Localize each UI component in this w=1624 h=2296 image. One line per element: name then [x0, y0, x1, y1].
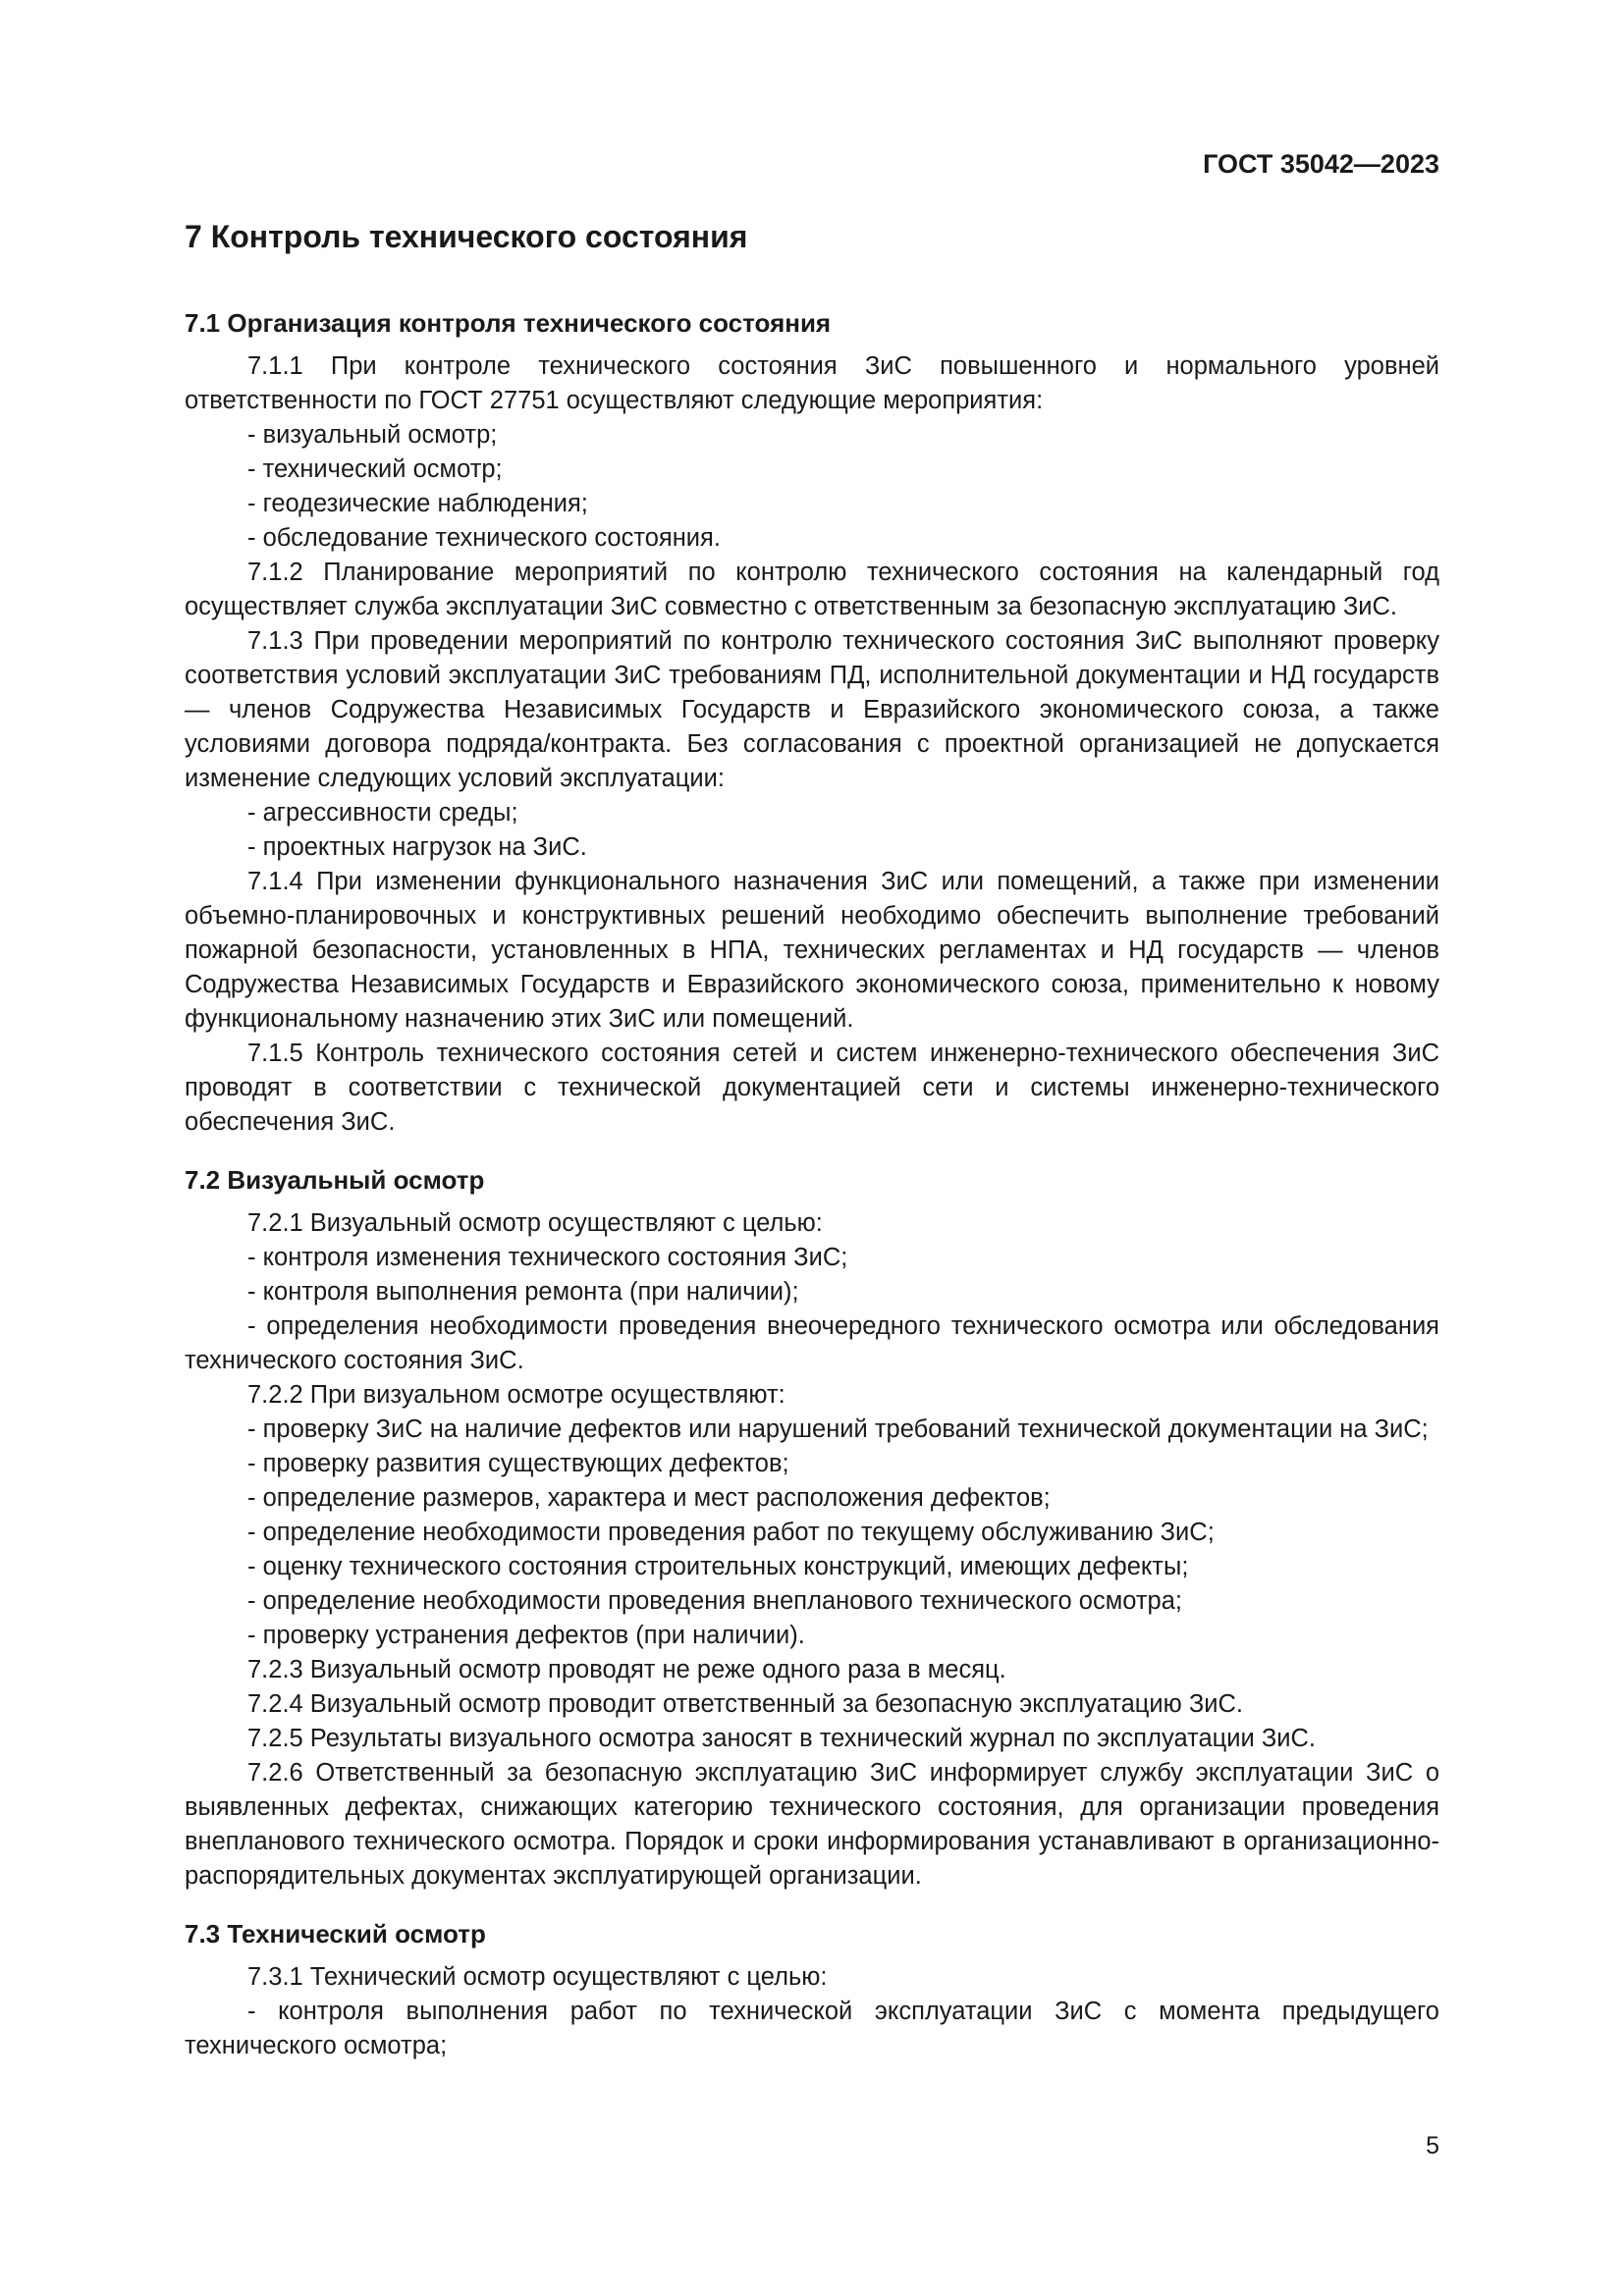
paragraph-list	[185, 349, 1439, 1140]
paragraph-list	[185, 1960, 1439, 2063]
list-item: - оценку технического состояния строительных конструкций, имеющих дефекты;	[247, 1553, 1189, 1581]
subsection-title: 7.1 Организация контроля технического состояния	[185, 308, 832, 339]
list-item: - определение необходимости проведения работ по текущему обслуживанию ЗиС;	[247, 1519, 1215, 1547]
list-item: - геодезические наблюдения;	[247, 490, 588, 518]
paragraph: 7.2.6 Ответственный за безопасную эксплуатацию ЗиС информирует службу эксплуатации ЗиС о выявленных дефектах, снижающих категорию технического состояния, для организации проведения внепланового технического осмотра. Порядок и сроки информирования устанавливают в организационно-распорядительных документах эксплуатирующей организации.	[185, 1759, 1439, 1891]
paragraph: 7.1.3 При проведении мероприятий по контролю технического состояния ЗиС выполняют проверку соответствия условий эксплуатации ЗиС требованиям ПД, исполнительной документации и НД государств — членов Содружества Независимых Государств и Евразийского экономического союза, а также условиями договора подряда/контракта. Без согласования с проектной организацией не допускается изменение следующих условий эксплуатации:	[185, 627, 1439, 793]
paragraph: 7.2.5 Результаты визуального осмотра заносят в технический журнал по эксплуатации ЗиС.	[247, 1725, 1316, 1753]
paragraph: 7.3.1 Технический осмотр осуществляют с целью:	[247, 1963, 828, 1992]
list-item: - агрессивности среды;	[247, 799, 518, 828]
page-number: 5	[1426, 2132, 1439, 2160]
subsection-title: 7.2 Визуальный осмотр	[185, 1165, 485, 1196]
paragraph: 7.2.2 При визуальном осмотре осуществляют:	[247, 1381, 785, 1410]
list-item: - проверку устранения дефектов (при наличии).	[247, 1622, 805, 1650]
document-standard-number: ГОСТ 35042—2023	[1203, 149, 1439, 179]
page-content	[185, 218, 1439, 2063]
subsection-title: 7.3 Технический осмотр	[185, 1919, 486, 1949]
list-item: - определения необходимости проведения внеочередного технического осмотра или обследования технического состояния ЗиС.	[185, 1312, 1439, 1375]
list-item: - проверку развития существующих дефектов;	[247, 1450, 789, 1478]
paragraph: 7.2.3 Визуальный осмотр проводят не реже одного раза в месяц.	[247, 1656, 1006, 1684]
list-item: - контроля изменения технического состояния ЗиС;	[247, 1244, 848, 1272]
list-item: - визуальный осмотр;	[247, 421, 498, 450]
list-item: - проектных нагрузок на ЗиС.	[247, 833, 587, 862]
section-title: 7 Контроль технического состояния	[185, 219, 748, 254]
list-item: - технический осмотр;	[247, 455, 503, 484]
list-item: - определение необходимости проведения внепланового технического осмотра;	[247, 1587, 1183, 1616]
paragraph: 7.1.1 При контроле технического состояния ЗиС повышенного и нормального уровней ответственности по ГОСТ 27751 осуществляют следующие мероприятия:	[185, 352, 1439, 415]
paragraph: 7.2.1 Визуальный осмотр осуществляют с целью:	[247, 1209, 823, 1238]
paragraph: 7.1.4 При изменении функционального назначения ЗиС или помещений, а также при изменении объемно-планировочных и конструктивных решений необходимо обеспечить выполнение требований пожарной безопасности, установленных в НПА, технических регламентах и НД государств — членов Содружества Независимых Государств и Евразийского экономического союза, применительно к новому функциональному назначению этих ЗиС или помещений.	[185, 868, 1439, 1034]
subsection-7-3	[185, 1917, 1439, 2063]
list-item: - контроля выполнения ремонта (при наличии);	[247, 1278, 799, 1307]
paragraph: 7.2.4 Визуальный осмотр проводит ответственный за безопасную эксплуатацию ЗиС.	[247, 1690, 1243, 1719]
list-item: - проверку ЗиС на наличие дефектов или нарушений требований технической документации на ЗиС;	[247, 1415, 1429, 1444]
paragraph: 7.1.2 Планирование мероприятий по контролю технического состояния на календарный год осуществляет служба эксплуатации ЗиС совместно с ответственным за безопасную эксплуатацию ЗиС.	[185, 559, 1439, 621]
subsection-7-2	[185, 1163, 1439, 1894]
paragraph: 7.1.5 Контроль технического состояния сетей и систем инженерно-технического обеспечения ЗиС проводят в соответствии с технической документацией сети и системы инженерно-технического обеспечения ЗиС.	[185, 1040, 1439, 1137]
subsection-7-1	[185, 306, 1439, 1140]
list-item: - обследование технического состояния.	[247, 524, 721, 553]
list-item: - контроля выполнения работ по технической эксплуатации ЗиС с момента предыдущего технического осмотра;	[185, 1998, 1439, 2060]
list-item: - определение размеров, характера и мест расположения дефектов;	[247, 1484, 1051, 1513]
paragraph-list	[185, 1206, 1439, 1894]
